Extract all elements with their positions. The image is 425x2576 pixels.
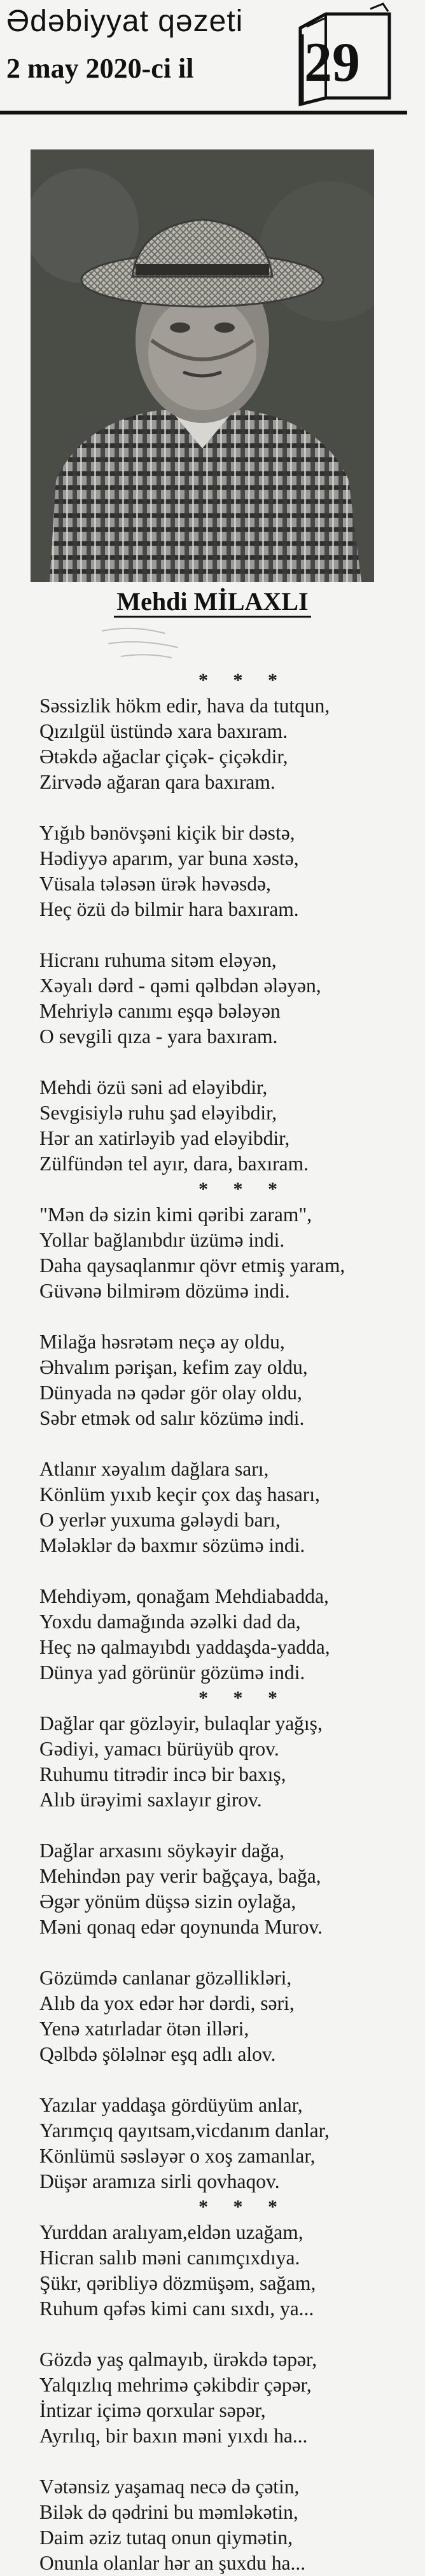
poem-line: Dünyada nə qədər gör olay oldu, xyxy=(39,1381,302,1404)
poem-line: Mələklər də baxmır sözümə indi. xyxy=(39,1534,305,1556)
poem-line: Yollar bağlanıbdır üzümə indi. xyxy=(39,1229,285,1251)
poem-line: "Mən də sizin kimi qəribi zaram", xyxy=(39,1203,312,1226)
poem-line: Güvənə bilmirəm dözümə indi. xyxy=(39,1280,290,1302)
poem-line: Şükr, qəribliyə dözmüşəm, sağam, xyxy=(39,2272,316,2294)
poem-line: Qızılgül üstündə xara baxıram. xyxy=(39,720,288,742)
poem-line: Yalqızlıq mehrimə çəkibdir çəpər, xyxy=(39,2374,312,2396)
poem-line: Yazılar yaddaşa gördüyüm anlar, xyxy=(39,2094,303,2116)
poem-line: Heç nə qalmayıbdı yaddaşda-yadda, xyxy=(39,1636,330,1658)
stanza xyxy=(39,2347,421,2449)
poem-line: Heç özü də bilmir hara baxıram. xyxy=(39,898,299,920)
stanza xyxy=(39,1584,421,1686)
masthead xyxy=(0,0,425,114)
poem-line: Ətəkdə ağaclar çiçək- çiçəkdir, xyxy=(39,745,288,768)
stanza xyxy=(39,2093,421,2194)
poem-line: Alıb da yox edər hər dərdi, səri, xyxy=(39,1992,295,2014)
poem-line: Könlümü səsləyər o xoş zamanlar, xyxy=(39,2145,316,2167)
publication-name: Ədəbiyyat qəzeti xyxy=(6,4,244,38)
poem-line: Yığıb bənövşəni kiçik bir dəstə, xyxy=(39,822,295,844)
poem-line: Milağa həsrətəm neçə ay oldu, xyxy=(39,1331,285,1353)
poem-line: Yarımçıq qayıtsam,vicdanım danlar, xyxy=(39,2119,330,2142)
poem-line: Yoxdu damağında əzəlki dad da, xyxy=(39,1610,301,1633)
stanza xyxy=(39,948,421,1049)
poem-line: Mehdi özü səni ad eləyibdir, xyxy=(39,1076,268,1098)
print-smudge xyxy=(95,625,191,663)
poem-line: Dünya yad görünür gözümə indi. xyxy=(39,1661,305,1684)
poem-line: Dağlar qar gözləyir, bulaqlar yağış, xyxy=(39,1712,323,1735)
poem-line: Hicran salıb məni canımçıxdıya. xyxy=(39,2247,300,2269)
poem-line: Hədiyyə aparım, yar buna xəstə, xyxy=(39,847,299,869)
poem-line: Vüsala tələsən ürək həvəsdə, xyxy=(39,873,271,895)
poem-line: O yerlər yuxuma gələydi barı, xyxy=(39,1509,281,1531)
stanza xyxy=(39,1202,421,1304)
poem-line: Düşər aramıza sirli qovhaqov. xyxy=(39,2170,280,2192)
stanza xyxy=(39,1711,421,1813)
poem-line: Səbr etmək od salır közümə indi. xyxy=(39,1407,305,1429)
poem-line: Zirvədə ağaran qara baxıram. xyxy=(39,771,275,793)
poem-line: Əgər yönüm düşsə sizin oylağa, xyxy=(39,1890,296,1913)
stanza xyxy=(39,2474,421,2576)
poem-line: Ayrılıq, bir baxın məni yıxdı ha... xyxy=(39,2425,308,2447)
poem-line: Səssizlik hökm edir, hava da tutqun, xyxy=(39,695,330,717)
poem-line: Daha qaysaqlanmır qövr etmiş yaram, xyxy=(39,1254,345,1277)
poem-line: Qəlbdə şöləlnər eşq adlı alov. xyxy=(39,2043,276,2065)
section-separator: * * * xyxy=(199,1687,288,1708)
poem-line: Alıb ürəyimi saxlayır girov. xyxy=(39,1789,262,1811)
poem-line: Əhvalım pərişan, kefim zay oldu, xyxy=(39,1356,308,1378)
stanza xyxy=(39,1329,421,1431)
poem-line: Atlanır xəyalım dağlara sarı, xyxy=(39,1458,269,1480)
poem-line: İntizar içimə qorxular səpər, xyxy=(39,2399,266,2421)
poem-line: Gözdə yaş qalmayıb, ürəkdə təpər, xyxy=(39,2348,317,2371)
stanza xyxy=(39,1075,421,1177)
poem-line: Hicranı ruhuma sitəm eləyən, xyxy=(39,949,277,971)
poem-line: O sevgili qıza - yara baxıram. xyxy=(39,1025,278,1048)
poem-line: Dağlar arxasını söykəyir dağa, xyxy=(39,1839,284,1862)
stanza xyxy=(39,2220,421,2322)
poem-line: Mehriylə canımı eşqə bələyən xyxy=(39,1000,281,1022)
poem-line: Yenə xatırladar ötən illəri, xyxy=(39,2018,249,2040)
issue-date: 2 may 2020-ci il xyxy=(6,53,194,84)
poem-line: Vətənsiz yaşamaq necə də çətin, xyxy=(39,2476,300,2498)
section-separator: * * * xyxy=(199,1179,288,1200)
poem-line: Onunla olanlar hər an şuxdu ha... xyxy=(39,2552,306,2574)
author-name: Mehdi MİLAXLI xyxy=(0,586,425,616)
stanza xyxy=(39,1838,421,1940)
poem-line: Zülfündən tel ayır, dara, baxıram. xyxy=(39,1153,309,1175)
poem-line: Gözümdə canlanar gözəllikləri, xyxy=(39,1967,292,1989)
poem-line: Daim əziz tutaq onun qiymətin, xyxy=(39,2526,293,2549)
poem-line: Sevgisiylə ruhu şad eləyibdir, xyxy=(39,1102,277,1124)
portrait-image xyxy=(31,149,374,582)
poem-line: Ruhum qəfəs kimi canı sıxdı, ya... xyxy=(39,2297,314,2320)
poem-line: Ruhumu titrədir incə bir baxış, xyxy=(39,1763,286,1785)
page-number: 29 xyxy=(304,32,360,93)
stanza xyxy=(39,1965,421,2067)
author-portrait xyxy=(31,149,374,582)
poem-line: Mehdiyəm, qonağam Mehdiabadda, xyxy=(39,1585,329,1607)
section-separator: * * * xyxy=(199,2196,288,2217)
stanza xyxy=(39,1457,421,1558)
poem-line: Məni qonaq edər qoynunda Murov. xyxy=(39,1916,323,1938)
poem-line: Mehindən pay verir bağçaya, bağa, xyxy=(39,1865,321,1887)
poem-line: Hər an xatirləyib yad eləyibdir, xyxy=(39,1127,290,1149)
poem-line: Könlüm yıxıb keçir çox daş hasarı, xyxy=(39,1483,320,1506)
stanza xyxy=(39,693,421,795)
section-separator: * * * xyxy=(199,670,288,691)
stanza xyxy=(39,821,421,922)
poem-line: Xəyalı dərd - qəmi qəlbdən ələyən, xyxy=(39,974,321,997)
poem-line: Yurddan aralıyam,eldən uzağam, xyxy=(39,2221,303,2243)
poem-line: Gədiyi, yamacı bürüyüb qrov. xyxy=(39,1738,279,1760)
poem-line: Bilək də qədrini bu məmləkətin, xyxy=(39,2501,298,2523)
poem-body xyxy=(39,668,421,2576)
header-rule xyxy=(0,111,407,114)
